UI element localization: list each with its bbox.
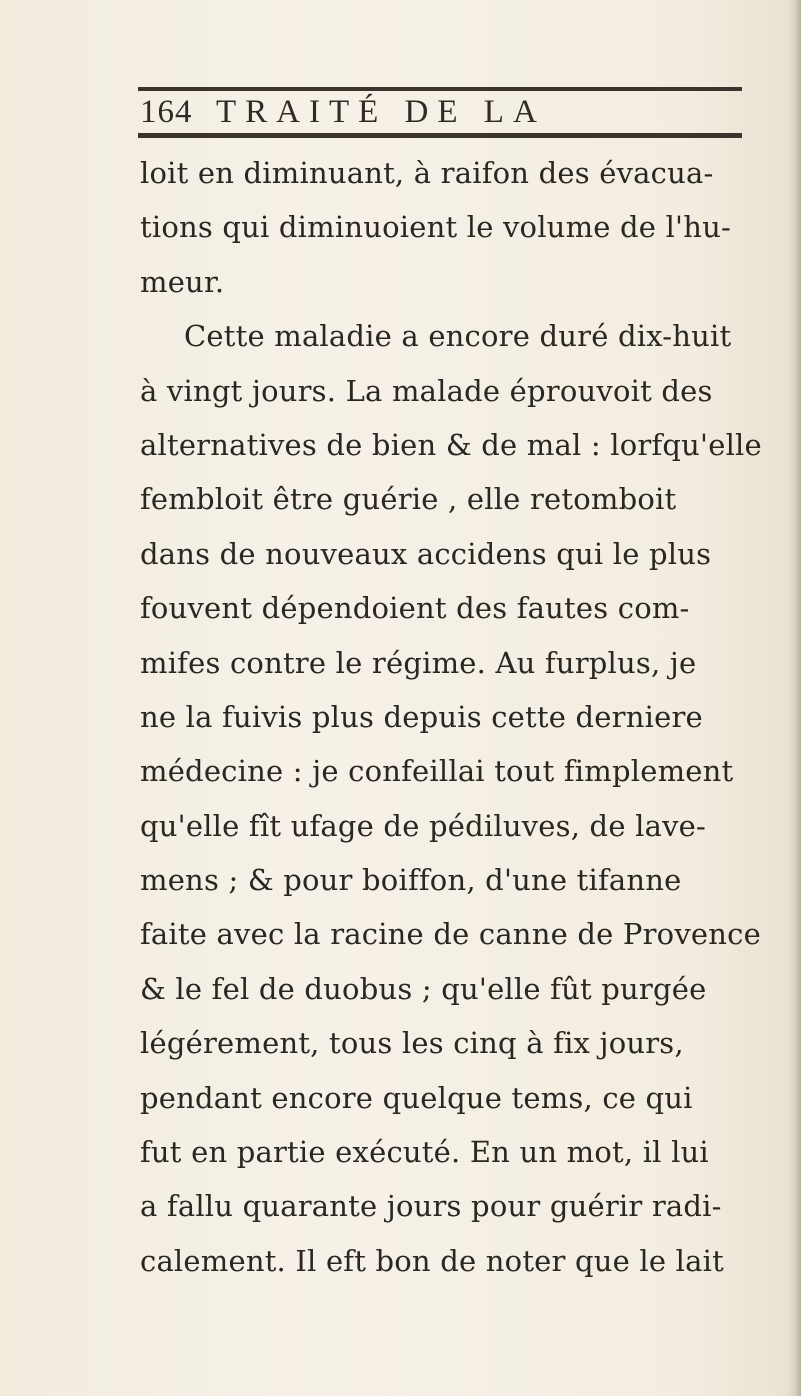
text-line: légérement, tous les cinq à fix jours, [140, 1026, 684, 1061]
text-line: fouvent dépendoient des fautes com- [140, 591, 690, 626]
text-line: faite avec la racine de canne de Provence [140, 917, 761, 952]
text-line: & le fel de duobus ; qu'elle fût purgée [140, 971, 707, 1006]
text-line: dans de nouveaux accidens qui le plus [140, 536, 712, 571]
text-line: mifes contre le régime. Au furplus, je [140, 645, 697, 680]
text-line: meur. [140, 264, 225, 299]
text-line: fut en partie exécuté. En un mot, il lui [140, 1135, 709, 1170]
text-line: à vingt jours. La malade éprouvoit des [140, 373, 713, 408]
text-line: fembloit être guérie , elle retomboit [140, 482, 677, 517]
header-rule-bottom [138, 133, 742, 138]
text-line: mens ; & pour boiffon, d'une tifanne [140, 863, 682, 898]
body-text [140, 146, 762, 1288]
running-title: TRAITÉ DE LA [216, 94, 546, 130]
text-line: médecine : je confeillai tout fimplement [140, 754, 734, 789]
text-line: alternatives de bien & de mal : lorfqu'elle [140, 427, 762, 462]
text-line: ne la fuivis plus depuis cette derniere [140, 699, 703, 734]
running-head [140, 92, 740, 132]
text-line: calement. Il eft bon de noter que le lait [140, 1243, 724, 1278]
text-line: a fallu quarante jours pour guérir radi- [140, 1189, 722, 1224]
text-line: qu'elle fît ufage de pédiluves, de lave- [140, 808, 707, 843]
page-edge-shadow [787, 0, 801, 1396]
paragraph-start-line: Cette maladie a encore duré dix-huit [184, 319, 732, 354]
page-number: 164 [140, 94, 193, 130]
header-rule-top [138, 87, 742, 91]
text-line: tions qui diminuoient le volume de l'hu- [140, 210, 731, 245]
text-line: pendant encore quelque tems, ce qui [140, 1080, 693, 1115]
text-line: loit en diminuant, à raifon des évacua- [140, 156, 714, 190]
